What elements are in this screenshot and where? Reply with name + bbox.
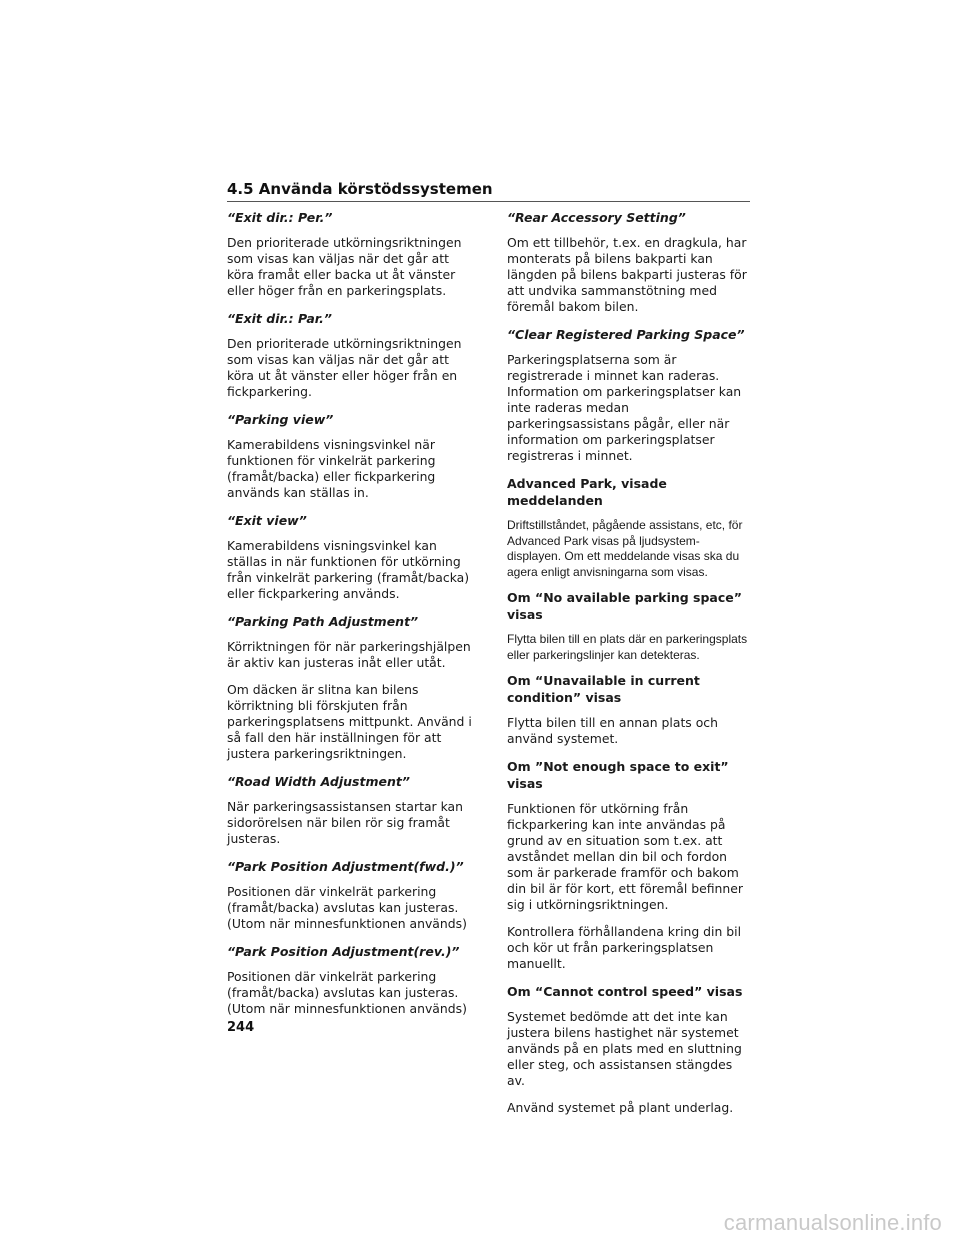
setting-heading: Om “Cannot control speed” visas [507, 984, 743, 999]
paragraph: Körriktningen för när parkeringshjälpen är aktiv kan justeras inåt eller utåt. [227, 639, 471, 670]
paragraph: Parkeringsplatserna som är registrerade i minnet kan raderas. Information om parkeringsplatser kan inte raderas medan parkeringsassistans pågår, eller när information om parkeringsplatser registreras i minnet. [507, 352, 742, 463]
right-column [507, 209, 752, 1127]
setting-heading: “Parking view” [227, 412, 334, 427]
paragraph: Om ett tillbehör, t.ex. en dragkula, har monterats på bilens bakparti kan längden på bilens bakparti justeras för att undvika sammanstötning med föremål bakom bilen. [507, 235, 747, 314]
paragraph: Kamerabildens visningsvinkel när funktionen för vinkelrät parkering (framåt/backa) eller fickparkering används kan ställas in. [227, 437, 436, 500]
setting-heading: “Exit view” [227, 513, 307, 528]
left-column [227, 209, 472, 1028]
paragraph: Flytta bilen till en annan plats och använd systemet. [507, 715, 718, 746]
setting-heading: “Exit dir.: Per.” [227, 210, 333, 225]
paragraph: Funktionen för utkörning från fickparkering kan inte användas på grund av en situation som t.ex. att avståndet mellan din bil och fordon som är parkerade framför och bakom din bil är för kort, ett föremål befinner sig i utkörningsriktningen. [507, 801, 743, 912]
setting-heading: Om “Unavailable in current condition” visas [507, 673, 700, 705]
setting-heading: “Parking Path Adjustment” [227, 614, 419, 629]
paragraph: Positionen där vinkelrät parkering (framåt/backa) avslutas kan justeras. (Utom när minnesfunktionen används) [227, 969, 467, 1016]
paragraph: När parkeringsassistansen startar kan sidorörelsen när bilen rör sig framåt justeras. [227, 799, 463, 846]
setting-heading: “Exit dir.: Par.” [227, 311, 332, 326]
setting-heading: Om ”Not enough space to exit” visas [507, 759, 729, 791]
paragraph: Den prioriterade utkörningsriktningen som visas kan väljas när det går att köra framåt eller backa ut åt vänster eller höger från en parkeringsplats. [227, 235, 462, 298]
paragraph: Driftstillståndet, pågående assistans, etc, för Advanced Park visas på ljudsystem-displayen. Om ett meddelande visas ska du agera enligt anvisningarna som visas. [507, 518, 743, 579]
section-header [227, 180, 750, 202]
paragraph: Positionen där vinkelrät parkering (framåt/backa) avslutas kan justeras. (Utom när minnesfunktionen används) [227, 884, 467, 931]
setting-heading: Om “No available parking space” visas [507, 590, 742, 622]
page-number: 244 [227, 1020, 255, 1035]
setting-heading: Advanced Park, visade meddelanden [507, 476, 667, 508]
setting-heading: “Park Position Adjustment(rev.)” [227, 944, 460, 959]
paragraph: Kontrollera förhållandena kring din bil och kör ut från parkeringsplatsen manuellt. [507, 924, 742, 971]
section-title: 4.5 Använda körstödssystemen [227, 180, 493, 198]
setting-heading: “Rear Accessory Setting” [507, 210, 686, 225]
watermark: carmanualsonline.info [723, 1210, 942, 1235]
setting-heading: “Park Position Adjustment(fwd.)” [227, 859, 464, 874]
paragraph: Systemet bedömde att det inte kan justera bilens hastighet när systemet används på en plats med en sluttning eller steg, och assistansen stängdes av. [507, 1009, 742, 1088]
paragraph: Flytta bilen till en plats där en parkeringsplats eller parkeringslinjer kan detekteras. [507, 632, 748, 662]
paragraph: Om däcken är slitna kan bilens körriktning bli förskjuten från parkeringsplatsens mittpunkt. Använd i så fall den här inställningen för att justera parkeringsriktningen. [227, 682, 472, 761]
setting-heading: “Road Width Adjustment” [227, 774, 410, 789]
paragraph: Den prioriterade utkörningsriktningen som visas kan väljas när det går att köra ut åt vänster eller höger från en fickparkering. [227, 336, 462, 399]
paragraph: Använd systemet på plant underlag. [507, 1100, 734, 1115]
setting-heading: “Clear Registered Parking Space” [507, 327, 745, 342]
paragraph: Kamerabildens visningsvinkel kan ställas in när funktionen för utkörning från vinkelrät parkering (framåt/backa) eller fickparkering används. [227, 538, 470, 601]
